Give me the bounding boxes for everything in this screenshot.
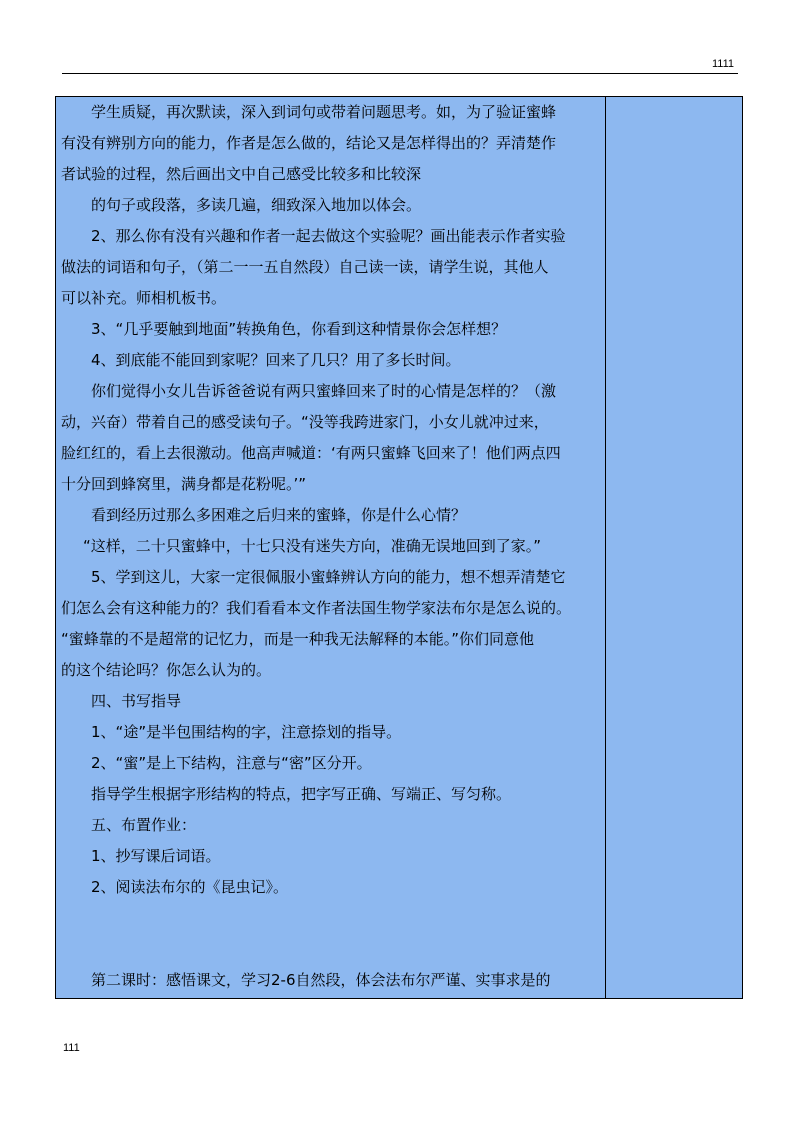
text-line: 做法的词语和句子，（第二一一五自然段）自己读一读，请学生说，其他人 — [61, 258, 549, 276]
text-line: 5、学到这儿，大家一定很佩服小蜜蜂辨认方向的能力，想不想弄清楚它 — [91, 568, 566, 586]
text-line: 看到经历过那么多困难之后归来的蜜蜂，你是什么心情？ — [91, 506, 467, 524]
text-line: 2、阅读法布尔的《昆虫记》。 — [91, 878, 289, 896]
lesson-content-cell — [56, 97, 606, 998]
text-line: 第二课时：感悟课文，学习2-6自然段，体会法布尔严谨、实事求是的 — [91, 971, 551, 989]
text-line: 的这个结论吗？你怎么认为的。 — [61, 661, 272, 679]
blank-space — [61, 903, 597, 965]
section-heading: 四、书写指导 — [91, 692, 182, 710]
text-line: 十分回到蜂窝里，满身都是花粉呢。’” — [61, 475, 307, 493]
notes-cell — [606, 97, 742, 998]
footer-page-number: 111 — [63, 1042, 80, 1054]
header-page-number: 1111 — [712, 58, 735, 70]
text-line: 2、那么你有没有兴趣和作者一起去做这个实验呢？画出能表示作者实验 — [91, 227, 566, 245]
text-line: 1、“途”是半包围结构的字，注意捺划的指导。 — [91, 723, 402, 741]
text-line: “这样，二十只蜜蜂中，十七只没有迷失方向，准确无误地回到了家。” — [83, 537, 542, 555]
lesson-table — [55, 96, 743, 999]
text-line: 你们觉得小女儿告诉爸爸说有两只蜜蜂回来了时的心情是怎样的？（激 — [91, 382, 557, 400]
text-line: 2、“蜜”是上下结构，注意与“密”区分开。 — [91, 754, 372, 772]
text-line: 1、抄写课后词语。 — [91, 847, 221, 865]
section-heading: 五、布置作业： — [91, 816, 197, 834]
text-line: 脸红红的，看上去很激动。他高声喊道：‘有两只蜜蜂飞回来了！他们两点四 — [61, 444, 561, 462]
header-rule — [62, 73, 738, 74]
text-line: 4、到底能不能回到家呢？回来了几只？用了多长时间。 — [91, 351, 461, 369]
text-line: 可以补充。师相机板书。 — [61, 289, 227, 307]
text-line: 3、“几乎要触到地面”转换角色，你看到这种情景你会怎样想？ — [91, 320, 507, 338]
text-line: 动，兴奋）带着自己的感受读句子。“没等我跨进家门，小女儿就冲过来， — [61, 413, 549, 431]
text-line: 的句子或段落，多读几遍，细致深入地加以体会。 — [91, 196, 422, 214]
text-line: 指导学生根据字形结构的特点，把字写正确、写端正、写匀称。 — [91, 785, 512, 803]
text-line: 学生质疑，再次默读，深入到词句或带着问题思考。如，为了验证蜜蜂 — [91, 103, 557, 121]
text-line: 者试验的过程，然后画出文中自己感受比较多和比较深 — [61, 165, 422, 183]
text-line: “蜜蜂靠的不是超常的记忆力，而是一种我无法解释的本能。”你们同意他 — [61, 630, 535, 648]
text-line: 们怎么会有这种能力的？我们看看本文作者法国生物学家法布尔是怎么说的。 — [61, 599, 572, 617]
text-line: 有没有辨别方向的能力，作者是怎么做的，结论又是怎样得出的？弄清楚作 — [61, 134, 557, 152]
